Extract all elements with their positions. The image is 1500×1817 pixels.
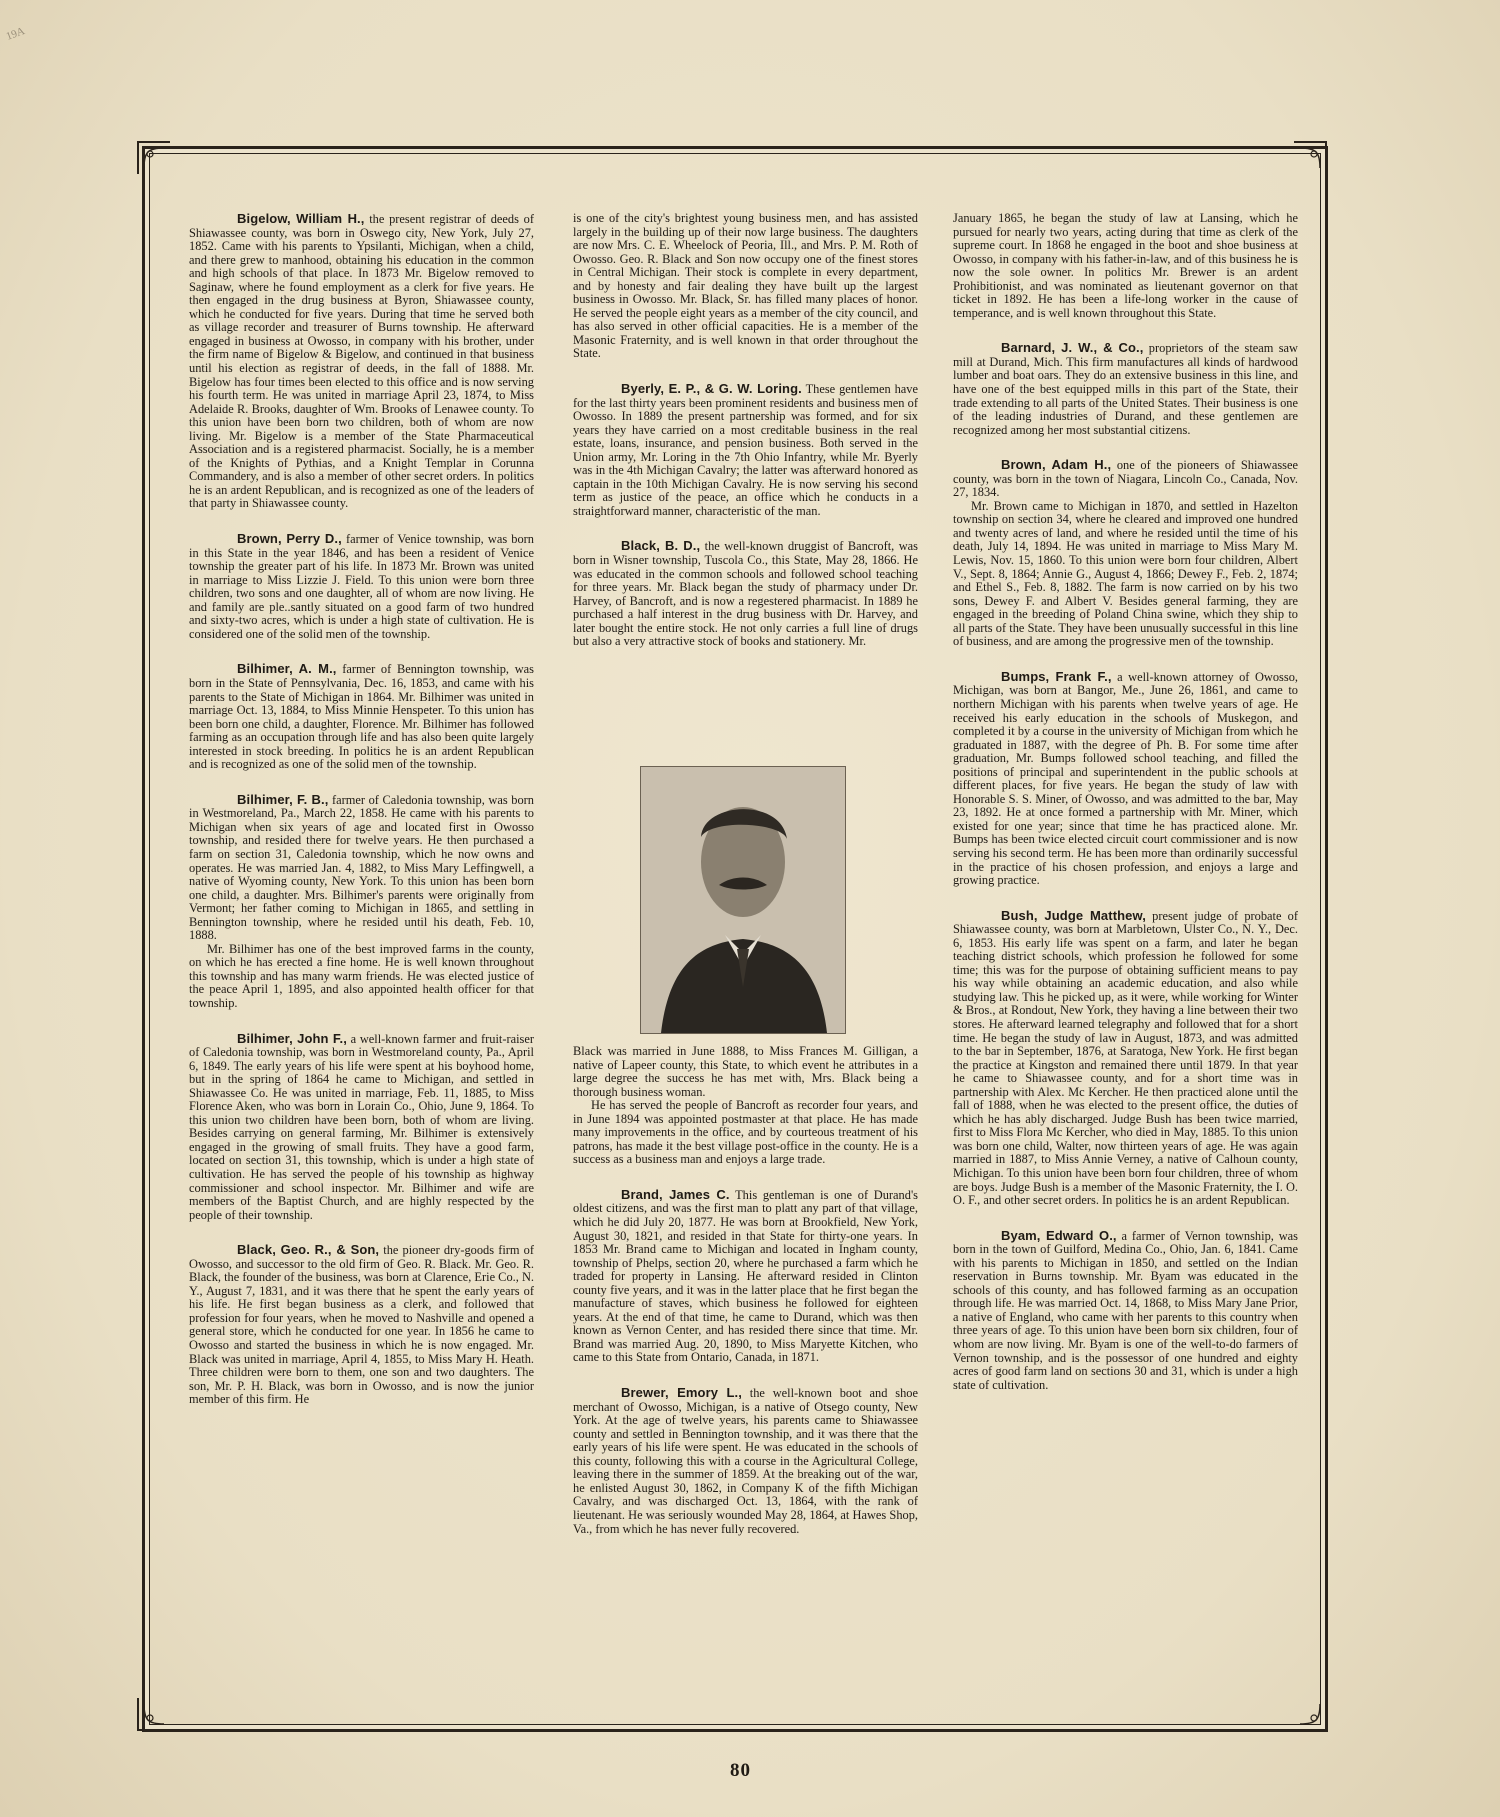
- entry-text: Black was married in June 1888, to Miss Frances M. Gilligan, a native of Lapeer county, this State, to which event he attributes in a large degree the success he has met with, Mrs. Black being a thorough business woman.: [573, 1044, 918, 1099]
- entry-text: the well-known druggist of Bancroft, was born in Wisner township, Tuscola Co., this State, May 28, 1866. He was educated in the common schools and followed school teaching for three years. Mr. Black began the study of pharmacy under Dr. Harvey, of Bancroft, and is now a regestered pharmacist. In 1889 he purchased a half interest in the drug business with Dr. Harvey, and later bought the entire stock. He not only carries a full line of drugs but also a very attractive stock of books and stationery. Mr.: [573, 539, 919, 649]
- entry-name: Bilhimer, F. B.,: [237, 791, 329, 807]
- biography-entry: [953, 1229, 1298, 1393]
- corner-pencil-mark: 19A: [4, 25, 27, 43]
- text-column-right: [953, 212, 1298, 1413]
- entry-text: This gentleman is one of Durand's oldest citizens, and was the first man to platt any part of that village, which he did July 20, 1877. He was born at Brookfield, New York, August 30, 1821, and resided in that State for thirty-one years. In 1853 Mr. Brand came to Michigan and located in Ingham county, township of Phelps, section 20, where he purchased a farm which he traded for property in Lansing. He afterward resided in Clinton county five years, and it was in the latter place that he first began the manufacture of staves, which business he followed for eighteen years. At the end of that time, he came to Durand, which was then known as Vernon Center, and has resided there since that time. Mr. Brand was married Aug. 20, 1890, to Miss Maryette Kitchen, who came to this State from Ontario, Canada, in 1871.: [573, 1187, 919, 1365]
- entry-name: Bilhimer, John F.,: [237, 1030, 347, 1046]
- entry-text: the well-known boot and shoe merchant of Owosso, Michigan, is a native of Otsego county, New York. At the age of twelve years, his parents came to Shiawassee county and settled in Bennington township, and it was there that the early years of his life were spent. He was educated in the schools of this county, following this with a course in the Agricultural College, leaving there in the summer of 1859. At the breaking out of the war, he enlisted August 30, 1862, in Company K of the fifth Michigan Cavalry, and was discharged Oct. 13, 1864, with the rank of lieutenant. He was seriously wounded May 28, 1864, at Hawes Shop, Va., from which he has never fully recovered.: [573, 1386, 918, 1536]
- biography-entry: [953, 670, 1298, 888]
- entry-name: Byam, Edward O.,: [1001, 1227, 1117, 1243]
- entry-paragraph: Mr. Brown came to Michigan in 1870, and settled in Hazelton township on section 34, where he cleared and improved one hundred and twenty acres of land, and where he resided until the time of his death, July 14, 1894. He was united in marriage to Miss Mary M. Lewis, Nov. 15, 1860. To this union were born four children, Albert V., Sept. 8, 1864; Annie G., August 4, 1866; Dewey F., Feb. 2, 1874; and Ethel S., Feb. 8, 1882. The farm is now carried on by his two sons, Dewey F. and Albert V. Besides general farming, they are engaged in the breeding of Poland China swine, which they ship to all parts of the State. They have been unusually successful in this line of business, and are among the progressive men of the township.: [953, 498, 1298, 649]
- entry-name: Bilhimer, A. M.,: [237, 661, 337, 677]
- entry-name: Black, Geo. R., & Son,: [237, 1242, 380, 1258]
- entry-text: a well-known attorney of Owosso, Michigan, was born at Bangor, Me., June 26, 1861, and came to northern Michigan with his parents when twelve years of age. He received his early education in the schools of Muskegon, and completed it by a course in the university of Michigan from which he graduated in 1887, with the degree of Ph. B. For some time after graduation, Mr. Bumps followed school teaching, and filled the positions of principal and superintendent in the public schools at different places, for five years. He began the study of law with Honorable S. S. Miner, of Owosso, and was admitted to the bar, May 23, 1892. He at once formed a partnership with Mr. Miner, which existed for one year; since that time he has practiced alone. Mr. Bumps has been twice elected circuit court commissioner and is now serving his second term. He has been more than ordinarily successful in the practice of his chosen profession, and enjoys a large and growing practice.: [953, 669, 1298, 888]
- biography-entry: [573, 1386, 918, 1536]
- entry-name: Bigelow, William H.,: [237, 211, 365, 226]
- entry-text: one of the pioneers of Shiawassee county, was born in the town of Niagara, Lincoln Co., Canada, Nov. 27, 1834.: [953, 458, 1298, 500]
- biography-entry: [189, 662, 534, 771]
- entry-text: a farmer of Vernon township, was born in the town of Guilford, Medina Co., Ohio, Jan. 6, 1841. Came with his parents to Michigan in 1850, and settled on the Indian reservation in Burns township. Mr. Byam was educated in the schools of this county, and has followed farming as an occupation through life. He was married Oct. 14, 1868, to Miss Mary Jane Prior, a native of England, who came with her parents to this country when three years of age. To this union have been born six children, four of whom are now living. Mr. Byam is one of the well-to-do farmers of Vernon township, and is the possessor of one hundred and eighty acres of good farm land on sections 30 and 31, which is under a high state of cultivation.: [953, 1228, 1298, 1392]
- entry-name: Brewer, Emory L.,: [621, 1385, 742, 1401]
- entry-text: January 1865, he began the study of law at Lansing, which he pursued for nearly two years, acting during that time as clerk of the supreme court. In 1868 he engaged in the boot and shoe business at Owosso, in company with his father-in-law, and of this business he is now the sole owner. In politics Mr. Brewer is an ardent Prohibitionist, and was nominated as lieutenant governor on that ticket in 1892. He has been a life-long worker in the cause of temperance, and is well known throughout this State.: [953, 211, 1298, 320]
- biography-entry: [953, 341, 1298, 437]
- text-column-left: [189, 212, 534, 1428]
- biography-entry: [953, 909, 1298, 1208]
- entry-text: farmer of Venice township, was born in this State in the year 1846, and has been a resident of Venice township the greater part of his life. In 1873 Mr. Brown was united in marriage to Miss Lizzie J. Field. To this union were born three children, two sons and one daughter, all of whom are now living. He and family are ple..santly situated on a good farm of two hundred and sixty-two acres, which is under a high state of cultivation. He is considered one of the solid men of the township.: [189, 532, 534, 641]
- entry-text: proprietors of the steam saw mill at Durand, Mich. This firm manufactures all kinds of hardwood lumber and boat oars. They do an extensive business in this line, and have one of the best equipped mills in this part of the State, their trade extending to all parts of the United States. Their business is one of the leading industries of Durand, and these gentlemen are recognized among her most substantial citizens.: [953, 341, 1298, 437]
- biography-entry: [189, 212, 534, 511]
- biography-entry-continued: [953, 212, 1298, 320]
- entry-name: Brown, Adam H.,: [1001, 457, 1112, 473]
- corner-ornament-icon: [134, 138, 174, 178]
- text-column-middle-bottom: [573, 1045, 918, 1557]
- entry-name: Byerly, E. P., & G. W. Loring.: [621, 381, 802, 397]
- entry-paragraph: He has served the people of Bancroft as recorder four years, and in June 1894 was appointed postmaster at that place. He has made many improvements in the office, and by courteous treatment of his patrons, has made it the best village post-office in the county. He is a success as a business man and enjoys a large trade.: [573, 1098, 918, 1167]
- biography-entry-continued: [573, 1045, 918, 1167]
- biography-entry-continued: [573, 212, 918, 361]
- biography-entry: [189, 793, 534, 1011]
- biography-entry: [189, 1243, 534, 1407]
- biography-entry: [573, 382, 918, 518]
- entry-name: Black, B. D.,: [621, 538, 701, 554]
- entry-name: Bush, Judge Matthew,: [1001, 907, 1146, 923]
- biography-entry: [573, 539, 918, 648]
- entry-name: Bumps, Frank F.,: [1001, 668, 1112, 684]
- entry-text: These gentlemen have for the last thirty years been prominent residents and business men of Owosso. In 1889 the present partnership was formed, and for six years they have carried on a most creditable business in the real estate, loans, insurance, and pension business. Both served in the Union army, Mr. Loring in the 7th Ohio Infantry, while Mr. Byerly was in the 4th Michigan Cavalry; the latter was afterward honored as captain in the 10th Michigan Cavalry. He is now serving his second term as justice of the peace, an office which he conducts in a straightforward manner, characteristic of the man.: [573, 382, 918, 518]
- entry-text: the pioneer dry-goods firm of Owosso, and successor to the old firm of Geo. R. Black. Mr. Geo. R. Black, the founder of the business, was born at Clarence, Erie Co., N. Y., August 7, 1831, and it was there that he spent the early years of his life. He first began business as a clerk, and followed that profession for four years, when he moved to Nashville and opened a general store, which he conducted for one year. In 1856 he came to Owosso and started the business in which he is now engaged. Mr. Black was united in marriage, April 4, 1855, to Miss Mary H. Heath. Three children were born to them, one son and two daughters. The son, Mr. P. H. Black, was born in Owosso, and is now the junior member of this firm. He: [189, 1243, 534, 1407]
- text-column-middle-top: [573, 212, 918, 670]
- entry-paragraph: Mr. Bilhimer has one of the best improved farms in the county, on which he has erected a fine home. He is well known throughout this township and has many warm friends. He was elected justice of the peace April 1, 1895, and also appointed health officer for that township.: [189, 941, 534, 1010]
- entry-text: present judge of probate of Shiawassee county, was born at Marbletown, Ulster Co., N. Y., Dec. 6, 1853. His early life was spent on a farm, and later he began teaching district schools, which profession he followed for some time; this was for the purpose of obtaining sufficient means to pay his way while obtaining an academic education, and also while studying law. This he picked up, as it were, while working for Winter & Bros., at Rondout, New York, they having a line between their two stores. He afterward learned telegraphy and followed that for a short time. He began the study of law in August, 1873, and was admitted to the bar in September, 1876, at Saratoga, New York. He first began the practice at Kingston and remained there until 1879. In that year he came to Shiawassee county, and for a short time was in partnership with Alex. Mc Kercher. He then practiced alone until the fall of 1888, when he was elected to the present office, the duties of which he has ably discharged. Judge Bush has been twice married, first to Miss Flora Mc Kercher, who died in May, 1885. To this union was born one child, Walter, now thirteen years of age. He was again married in 1887, to Miss Annie Verney, a native of Calhoun county, Michigan. To this union have been born four children, three of whom are boys. Judge Bush is a member of the Masonic Fraternity, the I. O. O. F., and other secret orders. In politics he is an ardent Republican.: [953, 908, 1299, 1208]
- portrait-photograph: [640, 766, 846, 1034]
- corner-ornament-icon: [1290, 1694, 1330, 1734]
- entry-text: farmer of Caledonia township, was born in Westmoreland, Pa., March 22, 1858. He came with his parents to Michigan when six years of age and located first in Owosso township, and resided there for twelve years. He then purchased a farm on section 31, Caledonia township, which he now owns and operates. He was married Jan. 4, 1882, to Miss Mary Leffingwell, a native of Wyoming county, New York. To this union has been born one child, a daughter. Mrs. Bilhimer's parents were originally from Vermont; her father coming to Michigan in 1865, and settling in Bennington township, where he resided until his death, Feb. 10, 1888.: [189, 792, 534, 943]
- biography-entry: [573, 1188, 918, 1365]
- entry-text: farmer of Bennington township, was born in the State of Pennsylvania, Dec. 16, 1853, and came with his parents to the State of Michigan in 1864. Mr. Bilhimer was united in marriage Oct. 13, 1884, to Miss Minnie Henspeter. To this union has been born one child, a daughter, Florence. Mr. Bilhimer has followed farming as an occupation through life and has also been quite largely interested in stock breeding. In politics he is an ardent Republican and is recognized as one of the solid men of the township.: [189, 662, 534, 772]
- entry-text: is one of the city's brightest young business men, and has assisted largely in the building up of their now large business. The daughters are now Mrs. C. E. Wheelock of Peoria, Ill., and Mrs. P. M. Roth of Owosso. Geo. R. Black and Son now occupy one of the finest stores in Central Michigan. Their stock is complete in every department, and by honesty and fair dealing they have built up the largest business in Owosso. Mr. Black, Sr. has filled many places of honor. He served the people eight years as a member of the city council, and has also served in other official capacities. He is a member of the Masonic Fraternity, and is well known in that order throughout the State.: [573, 211, 918, 361]
- biography-entry: [953, 458, 1298, 649]
- entry-name: Brown, Perry D.,: [237, 531, 342, 547]
- entry-text: a well-known farmer and fruit-raiser of Caledonia township, was born in Westmoreland county, Pa., April 6, 1849. The early years of his life were spent at his boyhood home, but in the spring of 1864 he came to Michigan, and settled in Shiawassee Co. He was united in marriage, Feb. 11, 1885, to Miss Florence Aken, who was born in Lorain Co., Ohio, June 9, 1864. To this union two children have been born, both of whom are living. Besides carrying on general farming, Mr. Bilhimer is extensively engaged in the growing of small fruits. They have a good farm, located on section 31, this township, which is under a high state of cultivation. He has served the people of his township as highway commissioner and school inspector. Mr. Bilhimer and wife are members of the Baptist Church, and are highly respected by the people of their township.: [189, 1031, 534, 1222]
- entry-name: Barnard, J. W., & Co.,: [1001, 340, 1144, 356]
- corner-ornament-icon: [134, 1694, 174, 1734]
- entry-text: the present registrar of deeds of Shiawassee county, was born in Oswego city, New York, July 27, 1852. Came with his parents to Ypsilanti, Michigan, when a child, and there grew to manhood, obtaining his education in the common and high schools of that place. In 1873 Mr. Bigelow removed to Saginaw, where he found employment as a clerk for five years. He then engaged in the drug business at Byron, Shiawassee county, which he conducted for five years. During that time he served both as village recorder and treasurer of Burns township. He afterward engaged in business at Owosso, in company with his brother, under the firm name of Bigelow & Bigelow, and continued in that business until his election as registrar of deeds, in the fall of 1888. Mr. Bigelow has four times been elected to this office and is now serving his fourth term. He was united in marriage April 23, 1874, to Miss Adelaide R. Brooks, daughter of Wm. Brooks of Lenawee county. To this union have been born two children, both of whom are now living. Mr. Bigelow is a member of the State Pharmaceutical Association and is a registered pharmacist. Socially, he is a member of the Knights of Pythias, and a Knight Templar in Corunna Commandery, and is also a member of other secret orders. In politics he is an ardent Republican, and is recognized as one of the leaders of that party in Shiawassee county.: [189, 212, 534, 511]
- entry-name: Brand, James C.: [621, 1186, 730, 1202]
- biography-entry: [189, 1032, 534, 1223]
- corner-ornament-icon: [1290, 138, 1330, 178]
- biography-entry: [189, 532, 534, 641]
- page-number: 80: [730, 1760, 751, 1781]
